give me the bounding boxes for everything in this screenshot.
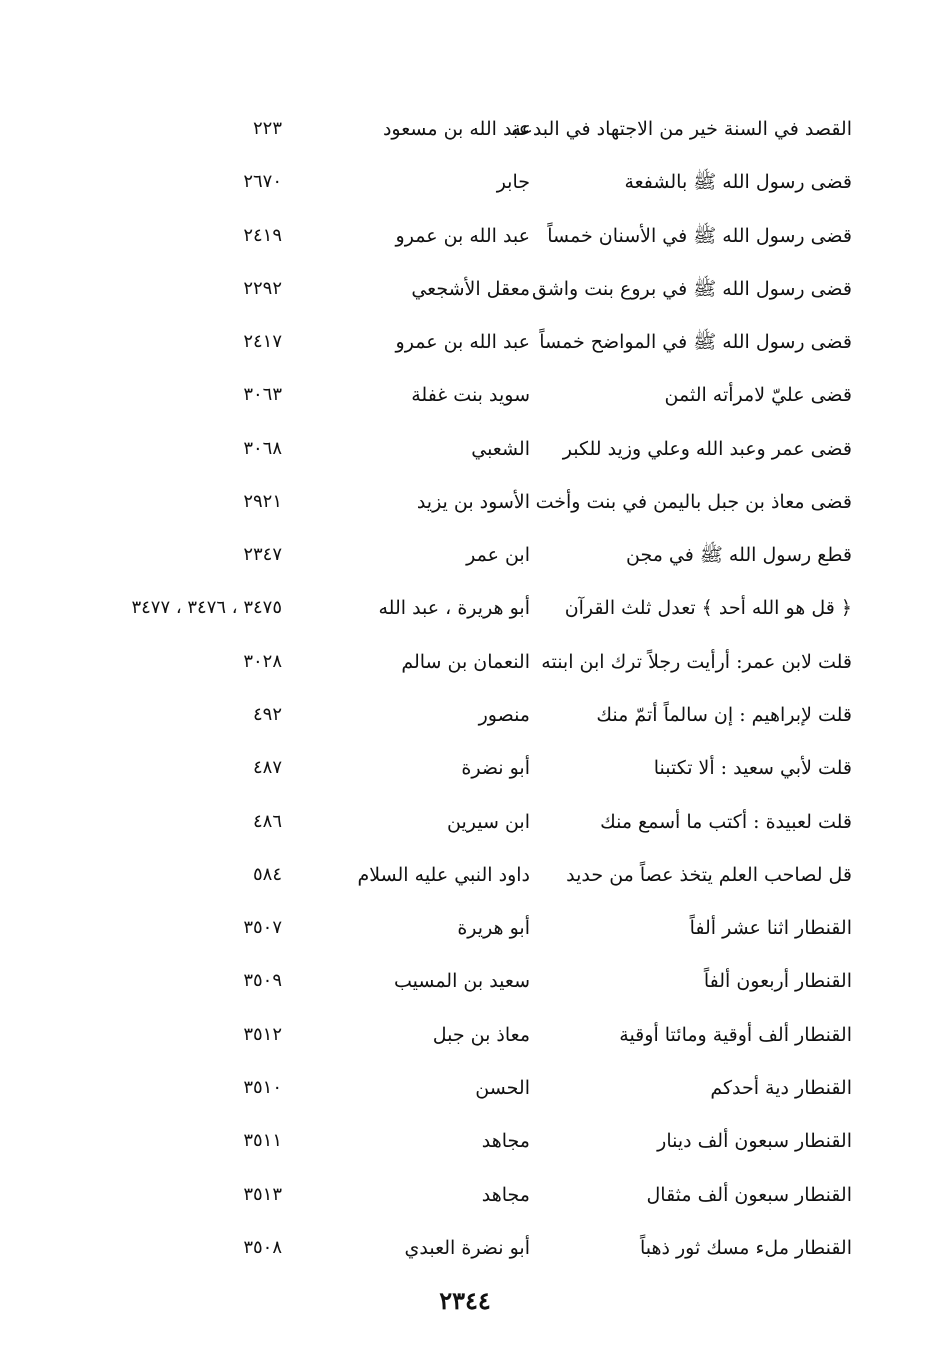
- entry-text: قضى رسول الله ﷺ في الأسنان خمساً: [547, 225, 852, 247]
- entry-narrator: مجاهد: [481, 1184, 530, 1206]
- entry-narrator: النعمان بن سالم: [401, 651, 530, 673]
- entry-text: قطع رسول الله ﷺ في مجن: [625, 544, 852, 566]
- entry-number: ٤٨٦: [252, 811, 282, 832]
- entry-number: ٣٥٠٩: [243, 970, 282, 991]
- entry-text: القنطار اثنا عشر ألفاً: [689, 917, 852, 939]
- entry-text: القنطار ملء مسك ثور ذهباً: [639, 1237, 852, 1259]
- entry-text: القنطار دية أحدكم: [710, 1077, 852, 1099]
- entry-narrator: ابن عمر: [466, 544, 530, 566]
- entry-text: ﴿ قل هو الله أحد ﴾ تعدل ثلث القرآن: [564, 597, 852, 619]
- entry-number: ٢٤١٩: [243, 225, 282, 246]
- index-row: [0, 274, 940, 310]
- entry-text: القنطار أربعون ألفاً: [703, 970, 852, 992]
- index-row: [0, 114, 940, 150]
- index-row: [0, 221, 940, 257]
- entry-narrator: أبو هريرة: [457, 917, 530, 939]
- index-row: [0, 1126, 940, 1162]
- index-row: [0, 380, 940, 416]
- entry-text: قلت لابن عمر: أرأيت رجلاً ترك ابن ابنته: [541, 651, 852, 673]
- entry-text: قلت لأبي سعيد : ألا تكتبنا: [653, 757, 852, 779]
- index-row: [0, 1073, 940, 1109]
- entry-number: ٣٥١١: [243, 1130, 282, 1151]
- entry-number: ٣٠٦٣: [243, 384, 282, 405]
- index-row: [0, 807, 940, 843]
- entry-number: ٣٥١٣: [243, 1184, 282, 1205]
- entry-text: قضى عليّ لامرأته الثمن: [664, 384, 852, 406]
- entry-number: ٣٥٠٧: [243, 917, 282, 938]
- entry-text: القنطار سبعون ألف مثقال: [646, 1184, 852, 1206]
- entry-number: ٣٤٧٥ ، ٣٤٧٦ ، ٣٤٧٧: [131, 597, 282, 618]
- page-number: ٢٣٤٤: [439, 1286, 491, 1315]
- entry-number: ٢٢٩٢: [243, 278, 282, 299]
- index-row: [0, 700, 940, 736]
- entry-text: قضى رسول الله ﷺ في المواضح خمساً: [539, 331, 852, 353]
- entry-narrator: الأسود بن يزيد: [416, 491, 530, 513]
- entry-text: قل لصاحب العلم يتخذ عصاً من حديد: [566, 864, 852, 886]
- entry-number: ٢٩٢١: [243, 491, 282, 512]
- entry-text: القنطار ألف أوقية ومائتا أوقية: [619, 1024, 852, 1046]
- entry-number: ٢٣٤٧: [243, 544, 282, 565]
- index-row: [0, 1180, 940, 1216]
- entry-narrator: ابن سيرين: [447, 811, 530, 833]
- index-row: [0, 167, 940, 203]
- entry-narrator: أبو نضرة: [461, 757, 530, 779]
- entry-narrator: عبد الله بن عمرو: [395, 225, 530, 247]
- index-row: [0, 487, 940, 523]
- index-row: [0, 1233, 940, 1269]
- index-row: [0, 434, 940, 470]
- index-row: [0, 647, 940, 683]
- entry-text: القنطار سبعون ألف دينار: [657, 1130, 852, 1152]
- entry-number: ٢٤١٧: [243, 331, 282, 352]
- entry-number: ٣٥٠٨: [243, 1237, 282, 1258]
- index-row: [0, 1020, 940, 1056]
- entry-text: قضى رسول الله ﷺ في بروع بنت واشق: [532, 278, 852, 300]
- entry-number: ٤٩٢: [252, 704, 282, 725]
- entry-narrator: معقل الأشجعي: [411, 278, 530, 300]
- index-row: [0, 913, 940, 949]
- entry-number: ٢٢٣: [252, 118, 282, 139]
- entry-narrator: عبد الله بن مسعود: [382, 118, 530, 140]
- entry-narrator: منصور: [478, 704, 530, 726]
- index-row: [0, 593, 940, 629]
- entry-narrator: أبو نضرة العبدي: [404, 1237, 530, 1259]
- entry-text: قضى معاذ بن جبل باليمن في بنت وأخت: [535, 491, 852, 513]
- index-row: [0, 966, 940, 1002]
- entry-narrator: جابر: [496, 171, 530, 193]
- entry-text: قضى عمر وعبد الله وعلي وزيد للكبر: [562, 438, 852, 460]
- index-row: [0, 753, 940, 789]
- index-row: [0, 327, 940, 363]
- entry-text: القصد في السنة خير من الاجتهاد في البدعة: [511, 118, 852, 140]
- entry-narrator: معاذ بن جبل: [432, 1024, 530, 1046]
- entry-narrator: سويد بنت غفلة: [411, 384, 530, 406]
- entry-narrator: عبد الله بن عمرو: [395, 331, 530, 353]
- entry-number: ٣٥١٢: [243, 1024, 282, 1045]
- index-row: [0, 860, 940, 896]
- entry-text: قلت لإبراهيم : إن سالماً أتمّ منك: [596, 704, 852, 726]
- entry-narrator: مجاهد: [481, 1130, 530, 1152]
- entry-number: ٥٨٤: [252, 864, 282, 885]
- entry-narrator: أبو هريرة ، عبد الله: [378, 597, 530, 619]
- entry-text: قضى رسول الله ﷺ بالشفعة: [624, 171, 852, 193]
- entry-number: ٢٦٧٠: [243, 171, 282, 192]
- entry-narrator: داود النبي عليه السلام: [357, 864, 530, 886]
- entry-number: ٤٨٧: [252, 757, 282, 778]
- entry-narrator: الحسن: [475, 1077, 530, 1099]
- entry-number: ٣٠٢٨: [243, 651, 282, 672]
- index-row: [0, 540, 940, 576]
- entry-narrator: سعيد بن المسيب: [393, 970, 530, 992]
- entry-narrator: الشعبي: [471, 438, 530, 460]
- entry-number: ٣٠٦٨: [243, 438, 282, 459]
- entry-text: قلت لعبيدة : أكتب ما أسمع منك: [600, 811, 852, 833]
- entry-number: ٣٥١٠: [243, 1077, 282, 1098]
